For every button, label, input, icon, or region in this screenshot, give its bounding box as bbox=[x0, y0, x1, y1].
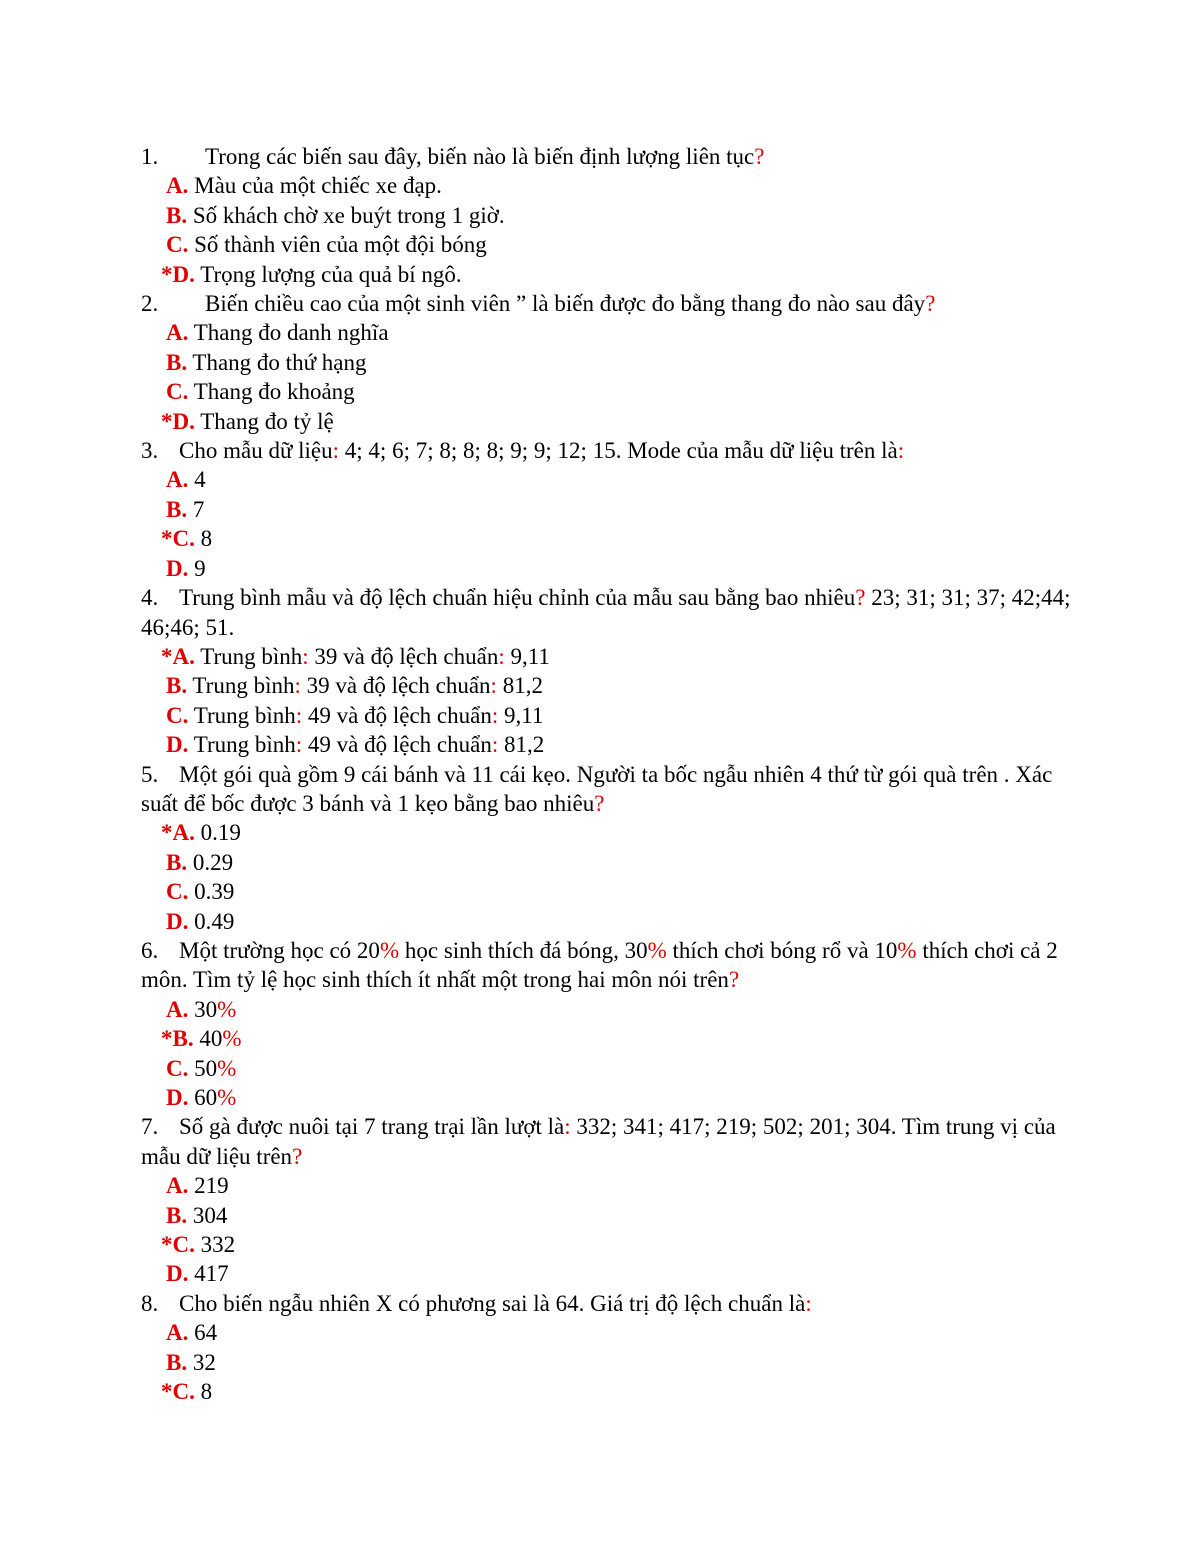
option-c-correct bbox=[141, 1377, 1071, 1406]
option-label: A. bbox=[166, 320, 189, 346]
question-number: 7. bbox=[141, 1114, 159, 1140]
question-number: 3. bbox=[141, 438, 159, 464]
option-text: 64 bbox=[188, 1320, 218, 1346]
question-text: học sinh thích đá bóng, 30 bbox=[399, 937, 648, 963]
question-4-stem bbox=[141, 583, 1071, 642]
option-b bbox=[141, 495, 1071, 524]
question-6-stem bbox=[141, 936, 1071, 995]
option-c bbox=[141, 377, 1071, 406]
option-text: 8 bbox=[194, 1379, 213, 1405]
question-2-stem bbox=[141, 289, 1071, 318]
colon: : bbox=[498, 643, 505, 669]
option-d bbox=[141, 730, 1071, 759]
option-a bbox=[141, 465, 1071, 494]
option-label: C. bbox=[166, 1055, 189, 1081]
question-5-stem bbox=[141, 760, 1071, 819]
option-text: 60 bbox=[188, 1085, 218, 1110]
option-b bbox=[141, 671, 1071, 700]
option-c bbox=[141, 701, 1071, 730]
option-text: 332 bbox=[194, 1232, 236, 1258]
option-a-correct bbox=[141, 642, 1071, 671]
option-label: B. bbox=[166, 1202, 188, 1228]
option-text: 304 bbox=[187, 1202, 228, 1228]
option-label: C. bbox=[166, 702, 189, 728]
option-text: 0.19 bbox=[194, 820, 241, 846]
option-value: 9,11 bbox=[504, 643, 550, 669]
option-text: Thang đo thứ hạng bbox=[187, 349, 367, 375]
percent-sign: % bbox=[217, 1085, 237, 1110]
percent-sign: % bbox=[897, 937, 917, 963]
colon: : bbox=[295, 732, 303, 758]
question-3 bbox=[141, 436, 1071, 583]
colon: : bbox=[805, 1290, 812, 1316]
question-7-stem bbox=[141, 1112, 1071, 1171]
option-text: 32 bbox=[187, 1349, 216, 1375]
option-text: 49 và độ lệch chuẩn bbox=[302, 702, 492, 728]
option-text: 40 bbox=[193, 1026, 223, 1052]
question-text: thích chơi bóng rổ và 10 bbox=[666, 937, 898, 963]
question-3-stem bbox=[141, 436, 1071, 465]
option-label: D. bbox=[166, 1085, 189, 1110]
colon: : bbox=[897, 438, 905, 464]
option-text: 0.49 bbox=[188, 908, 235, 934]
question-text: Trong các biến sau đây, biến nào là biến định lượng liên tục bbox=[205, 144, 755, 169]
option-label: B. bbox=[166, 496, 188, 522]
option-text: Trung bình bbox=[187, 673, 295, 699]
option-text: Thang đo danh nghĩa bbox=[188, 320, 389, 346]
question-8-stem bbox=[141, 1289, 1071, 1318]
option-label: A. bbox=[166, 996, 189, 1022]
option-d bbox=[141, 1083, 1071, 1112]
option-label: *A. bbox=[161, 820, 195, 846]
option-label: B. bbox=[166, 673, 188, 699]
option-text: 49 và độ lệch chuẩn bbox=[302, 732, 492, 758]
option-text: 219 bbox=[188, 1173, 229, 1199]
option-text: Màu của một chiếc xe đạp. bbox=[188, 173, 442, 199]
percent-sign: % bbox=[217, 996, 237, 1022]
option-b bbox=[141, 348, 1071, 377]
option-a bbox=[141, 171, 1071, 200]
option-text: 39 và độ lệch chuẩn bbox=[300, 673, 491, 699]
option-label: *D. bbox=[161, 261, 195, 287]
option-b bbox=[141, 201, 1071, 230]
option-label: B. bbox=[166, 849, 188, 875]
option-b bbox=[141, 1201, 1071, 1230]
option-text: Thang đo khoảng bbox=[188, 379, 355, 405]
question-text-cont: 4; 4; 6; 7; 8; 8; 8; 9; 9; 12; 15. Mode của mẫu dữ liệu trên là bbox=[339, 438, 898, 464]
question-1-stem bbox=[141, 142, 1071, 171]
option-text: Trung bình bbox=[188, 732, 296, 758]
option-text: 30 bbox=[188, 996, 218, 1022]
option-label: C. bbox=[166, 379, 189, 405]
option-a bbox=[141, 1318, 1071, 1347]
option-label: A. bbox=[166, 1173, 189, 1199]
option-c bbox=[141, 877, 1071, 906]
option-text: Trọng lượng của quả bí ngô. bbox=[194, 261, 462, 287]
question-text: Biến chiều cao của một sinh viên ” là biến được đo bằng thang đo nào sau đây bbox=[205, 291, 926, 317]
option-d-correct bbox=[141, 407, 1071, 436]
option-label: C. bbox=[166, 879, 189, 905]
question-mark: ? bbox=[925, 291, 936, 317]
option-text: Số khách chờ xe buýt trong 1 giờ. bbox=[187, 202, 505, 228]
question-5 bbox=[141, 760, 1071, 936]
question-text-cont: 332; 341; 417; 219; 502; 201; 304. Tìm trung vị của mẫu dữ liệu trên bbox=[141, 1114, 1056, 1169]
question-mark: ? bbox=[855, 585, 866, 611]
option-label: A. bbox=[166, 1320, 189, 1346]
option-b bbox=[141, 1348, 1071, 1377]
colon: : bbox=[302, 643, 309, 669]
option-label: D. bbox=[166, 908, 189, 934]
option-label: B. bbox=[166, 1349, 188, 1375]
question-number: 4. bbox=[141, 585, 159, 611]
option-label: *A. bbox=[161, 643, 195, 669]
option-text: Trung bình bbox=[194, 643, 303, 669]
colon: : bbox=[490, 673, 497, 699]
option-c bbox=[141, 1054, 1071, 1083]
question-mark: ? bbox=[594, 790, 605, 816]
question-number: 1. bbox=[141, 144, 159, 169]
option-label: *B. bbox=[161, 1026, 194, 1052]
option-d-correct bbox=[141, 260, 1071, 289]
option-text: 417 bbox=[188, 1261, 229, 1287]
option-d bbox=[141, 907, 1071, 936]
question-text-cont: 23; 31; 31; 37; 42;44; 46;46; 51. bbox=[141, 585, 1071, 640]
question-mark: ? bbox=[728, 967, 740, 993]
option-text: 39 và độ lệch chuẩn bbox=[308, 643, 499, 669]
percent-sign: % bbox=[379, 937, 400, 963]
option-c-correct bbox=[141, 1230, 1071, 1259]
option-label: D. bbox=[166, 732, 189, 758]
option-c bbox=[141, 230, 1071, 259]
question-2 bbox=[141, 289, 1071, 436]
option-label: *D. bbox=[161, 408, 195, 434]
question-number: 2. bbox=[141, 291, 159, 317]
option-label: D. bbox=[166, 1261, 189, 1287]
question-text: thích chơi cả 2 môn. Tìm tỷ lệ học sinh thích ít nhất một trong hai môn nói trên bbox=[141, 937, 1058, 993]
option-label: *C. bbox=[161, 1232, 195, 1258]
colon: : bbox=[294, 673, 301, 699]
option-text: Số thành viên của một đội bóng bbox=[188, 232, 487, 258]
colon: : bbox=[295, 702, 303, 728]
question-8 bbox=[141, 1289, 1071, 1407]
question-1 bbox=[141, 142, 1071, 289]
option-label: B. bbox=[166, 202, 188, 228]
option-value: 81,2 bbox=[498, 732, 545, 758]
option-c-correct bbox=[141, 524, 1071, 553]
question-text: Một trường học có 20 bbox=[179, 937, 380, 963]
option-label: A. bbox=[166, 173, 189, 199]
question-7 bbox=[141, 1112, 1071, 1288]
option-a-correct bbox=[141, 818, 1071, 847]
option-a bbox=[141, 1171, 1071, 1200]
colon: : bbox=[491, 732, 499, 758]
option-label: *C. bbox=[161, 526, 195, 552]
option-label: B. bbox=[166, 349, 188, 375]
colon: : bbox=[491, 702, 499, 728]
option-value: 81,2 bbox=[496, 673, 543, 699]
option-text: Thang đo tỷ lệ bbox=[194, 408, 334, 434]
question-mark: ? bbox=[754, 144, 765, 169]
option-label: A. bbox=[166, 467, 189, 493]
question-number: 6. bbox=[141, 937, 159, 963]
question-text: Cho biến ngẫu nhiên X có phương sai là 64. Giá trị độ lệch chuẩn là bbox=[179, 1290, 806, 1316]
colon: : bbox=[332, 438, 340, 464]
question-text: Trung bình mẫu và độ lệch chuẩn hiệu chỉnh của mẫu sau bằng bao nhiêu bbox=[179, 585, 856, 611]
question-mark: ? bbox=[292, 1143, 303, 1169]
option-a bbox=[141, 318, 1071, 347]
option-text: 9 bbox=[188, 555, 206, 581]
option-text: 7 bbox=[187, 496, 205, 522]
percent-sign: % bbox=[222, 1026, 242, 1052]
colon: : bbox=[564, 1114, 571, 1140]
option-text: 50 bbox=[188, 1055, 218, 1081]
option-text: 0.29 bbox=[187, 849, 234, 875]
question-4 bbox=[141, 583, 1071, 759]
question-text: Số gà được nuôi tại 7 trang trại lần lượt là bbox=[179, 1114, 565, 1140]
percent-sign: % bbox=[217, 1055, 237, 1081]
question-text: Một gói quà gồm 9 cái bánh và 11 cái kẹo. Người ta bốc ngẫu nhiên 4 thứ từ gói quà trên . Xác suất để bốc được 3 bánh và 1 kẹo bằng bao nhiêu bbox=[141, 761, 1053, 816]
option-text: Trung bình bbox=[188, 702, 296, 728]
option-text: 0.39 bbox=[188, 879, 235, 905]
question-6 bbox=[141, 936, 1071, 1112]
option-text: 4 bbox=[188, 467, 206, 493]
option-d bbox=[141, 554, 1071, 583]
question-number: 5. bbox=[141, 761, 159, 787]
option-b-correct bbox=[141, 1024, 1071, 1053]
option-d bbox=[141, 1259, 1071, 1288]
question-number: 8. bbox=[141, 1290, 159, 1316]
option-label: D. bbox=[166, 555, 189, 581]
option-label: *C. bbox=[161, 1379, 195, 1405]
question-list bbox=[141, 142, 1071, 1406]
option-value: 9,11 bbox=[498, 702, 544, 728]
option-a bbox=[141, 995, 1071, 1024]
option-label: C. bbox=[166, 232, 189, 258]
option-text: 8 bbox=[194, 526, 213, 552]
question-text: Cho mẫu dữ liệu bbox=[179, 438, 333, 464]
option-b bbox=[141, 848, 1071, 877]
percent-sign: % bbox=[647, 937, 667, 963]
